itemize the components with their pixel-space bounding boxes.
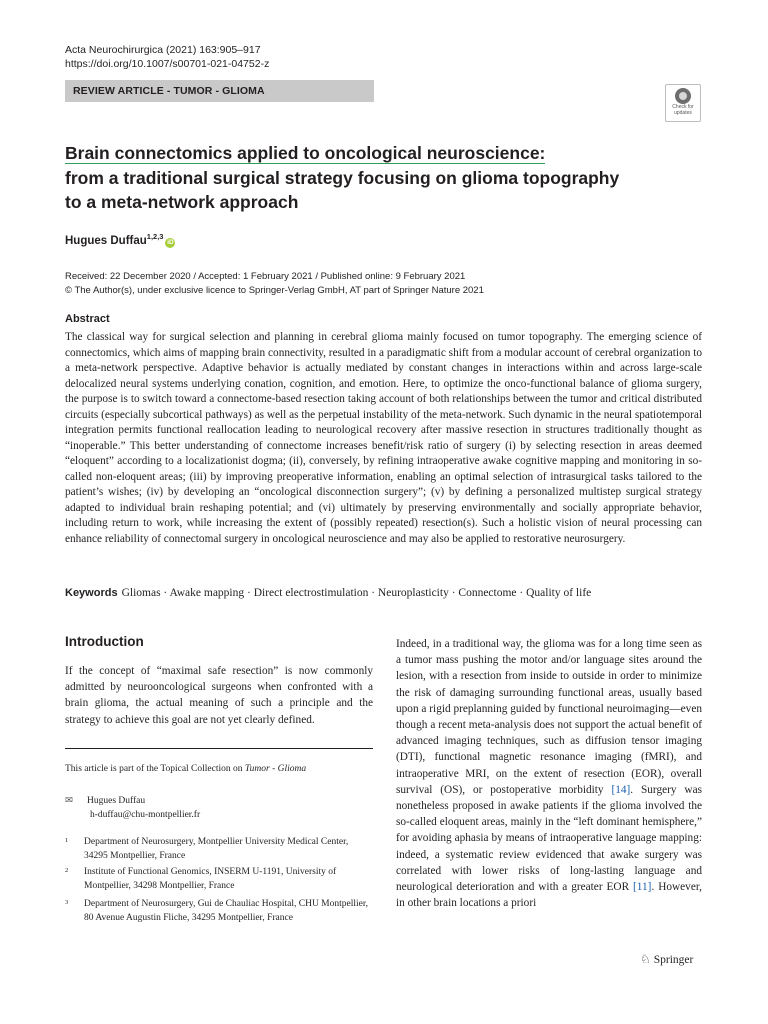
publisher-logo [640,952,693,967]
intro-right-part-3: . However, in other brain locations a priori [396,881,702,910]
corresponding-email[interactable]: h-duffau@chu-montpellier.fr [90,810,201,820]
topical-prefix: This article is part of the Topical Collection on [65,764,245,774]
affiliation-1 [65,836,373,863]
publisher-name: Springer [653,954,694,966]
affiliation-text: Institute of Functional Genomics, INSERM U-1191, University of Montpellier, 34298 Montpellier, France [84,867,337,891]
copyright-line: © The Author(s), under exclusive licence to Springer-Verlag GmbH, AT part of Springer Nature 2021 [65,285,484,296]
title-line-1: Brain connectomics applied to oncological neuroscience: [65,143,546,163]
affiliation-number: 1 [65,837,69,844]
affiliation-2 [65,866,373,893]
introduction-left-text: If the concept of “maximal safe resection” is now commonly admitted by neurooncological surgeons when confronted with a brain glioma, the actual meaning of such a principle and the strategy to achieve this goal are not yet clearly defined. [65,665,373,726]
author-name[interactable]: Hugues Duffau [65,234,147,247]
footnote-divider [65,748,373,749]
dates-line: Received: 22 December 2020 / Accepted: 1 February 2021 / Published online: 9 February 2021 [65,271,466,282]
author-line [65,232,175,248]
envelope-icon: ✉ [65,796,73,806]
intro-right-part-1: Indeed, in a traditional way, the glioma was for a long time seen as a tumor mass pushing the motor and/or language sites around the lesion, with a resection from inside to outside in order to minimize the risk of damaging surrounding functional areas, usually based upon a rigid preplanning guided by functional neuroimaging—even though a recent meta-analysis does not support the actual benefit of advanced imaging techniques, such as diffusion tensor imaging (DTI), functional magnetic resonance imaging (fMRI), and intraoperative MRI, on the extent of resection (EOR), overall survival (OS), or postoperative morbidity [396,638,702,796]
affiliation-3 [65,898,373,925]
citation-link[interactable]: [14] [611,783,631,796]
keywords-heading: Keywords [65,587,118,599]
corresponding-author [65,794,200,822]
journal-citation: Acta Neurochirurgica (2021) 163:905–917 [65,44,261,56]
check-for-updates-label: Check for updates [672,104,694,116]
check-for-updates-icon [675,88,691,104]
title-line-2: from a traditional surgical strategy focusing on glioma topography [65,167,620,188]
introduction-right-text [396,636,702,911]
publication-dates [65,270,484,298]
topical-collection-note [65,764,373,774]
article-title [65,141,685,215]
abstract-heading: Abstract [65,313,110,325]
intro-right-part-2: . Surgery was nonetheless proposed in awake patients if the glioma involved the so-called eloquent areas, mainly in the “left dominant hemisphere,” for avoiding aphasia by means of intraoperative language mapping: indeed, a systematic review evidenced that awake surgery was correlated with lower risks of long-lasting language and neurological deterioration and with a greater EOR [396,783,702,894]
author-affiliation-marks: 1,2,3 [146,232,164,241]
affiliation-text: Department of Neurosurgery, Gui de Chauliac Hospital, CHU Montpellier, 80 Avenue Augustin Fliche, 34295 Montpellier, France [84,899,369,923]
keywords [65,587,591,599]
citation-link[interactable]: [11] [633,881,652,894]
abstract-text: The classical way for surgical selection and planning in cerebral glioma mainly focused on tumor topography. The emerging science of connectomics, which aims of mapping brain connectivity, resulted in a paradigmatic shift from a modular account of cerebral organization to a meta-network perspective. Adaptive behavior is actually mediated by constant changes in interactions within and across large-scale delocalized neural systems underlying conation, cognition, and emotion. Here, to optimize the onco-functional balance of glioma surgery, the purpose is to switch toward a connectome-based resection taking account of both relationships between the tumor and critical distributed circuits (especially subcortical pathways) as well as the perpetual instability of the meta-network. Such dynamic in the neural spatiotemporal integration permits functional reallocation leading to neurological recovery after massive resection in structures traditionally thought as “inoperable.” This better understanding of connectome increases benefit/risk ratio of surgery (i) by selecting resection in areas deemed “eloquent” according to a localizationist dogma; (ii), conversely, by refining intraoperative awake cognitive mapping and monitoring in so-called non-eloquent areas; (iii) by improving preoperative information, enabling an optimal selection of intrasurgical tasks tailored to the patient’s wishes; (iv) by developing an “oncological disconnection surgery”; (v) by defining a personalized multistep surgical strategy adapted to individual brain reshaping potential; and (vi) ultimately by preserving environmentally and socially appropriate behavior, including return to work, while increasing the extent of (possibly repeated) resection(s). Such a holistic vision of neural processing can enhance reliability of connectomal surgery in oncological neuroscience and may also be applied to restorative neurosurgery. [65,331,702,545]
corresponding-name: Hugues Duffau [87,796,146,806]
introduction-heading: Introduction [65,634,144,649]
affiliation-text: Department of Neurosurgery, Montpellier University Medical Center, 34295 Montpellier, France [84,837,349,861]
check-for-updates-badge[interactable] [665,84,701,122]
article-type-banner: REVIEW ARTICLE - TUMOR - GLIOMA [65,80,374,102]
title-line-3: to a meta-network approach [65,192,299,212]
journal-header [65,43,269,71]
keywords-list: Gliomas · Awake mapping · Direct electrostimulation · Neuroplasticity · Connectome · Quality of life [121,587,592,599]
doi-link[interactable]: https://doi.org/10.1007/s00701-021-04752-z [65,58,270,70]
springer-horse-icon: ♘ [640,952,651,966]
affiliation-number: 2 [65,867,69,874]
orcid-icon[interactable]: iD [167,238,174,246]
affiliation-number: 3 [65,899,69,906]
topical-collection-name: Tumor - Glioma [244,764,307,774]
